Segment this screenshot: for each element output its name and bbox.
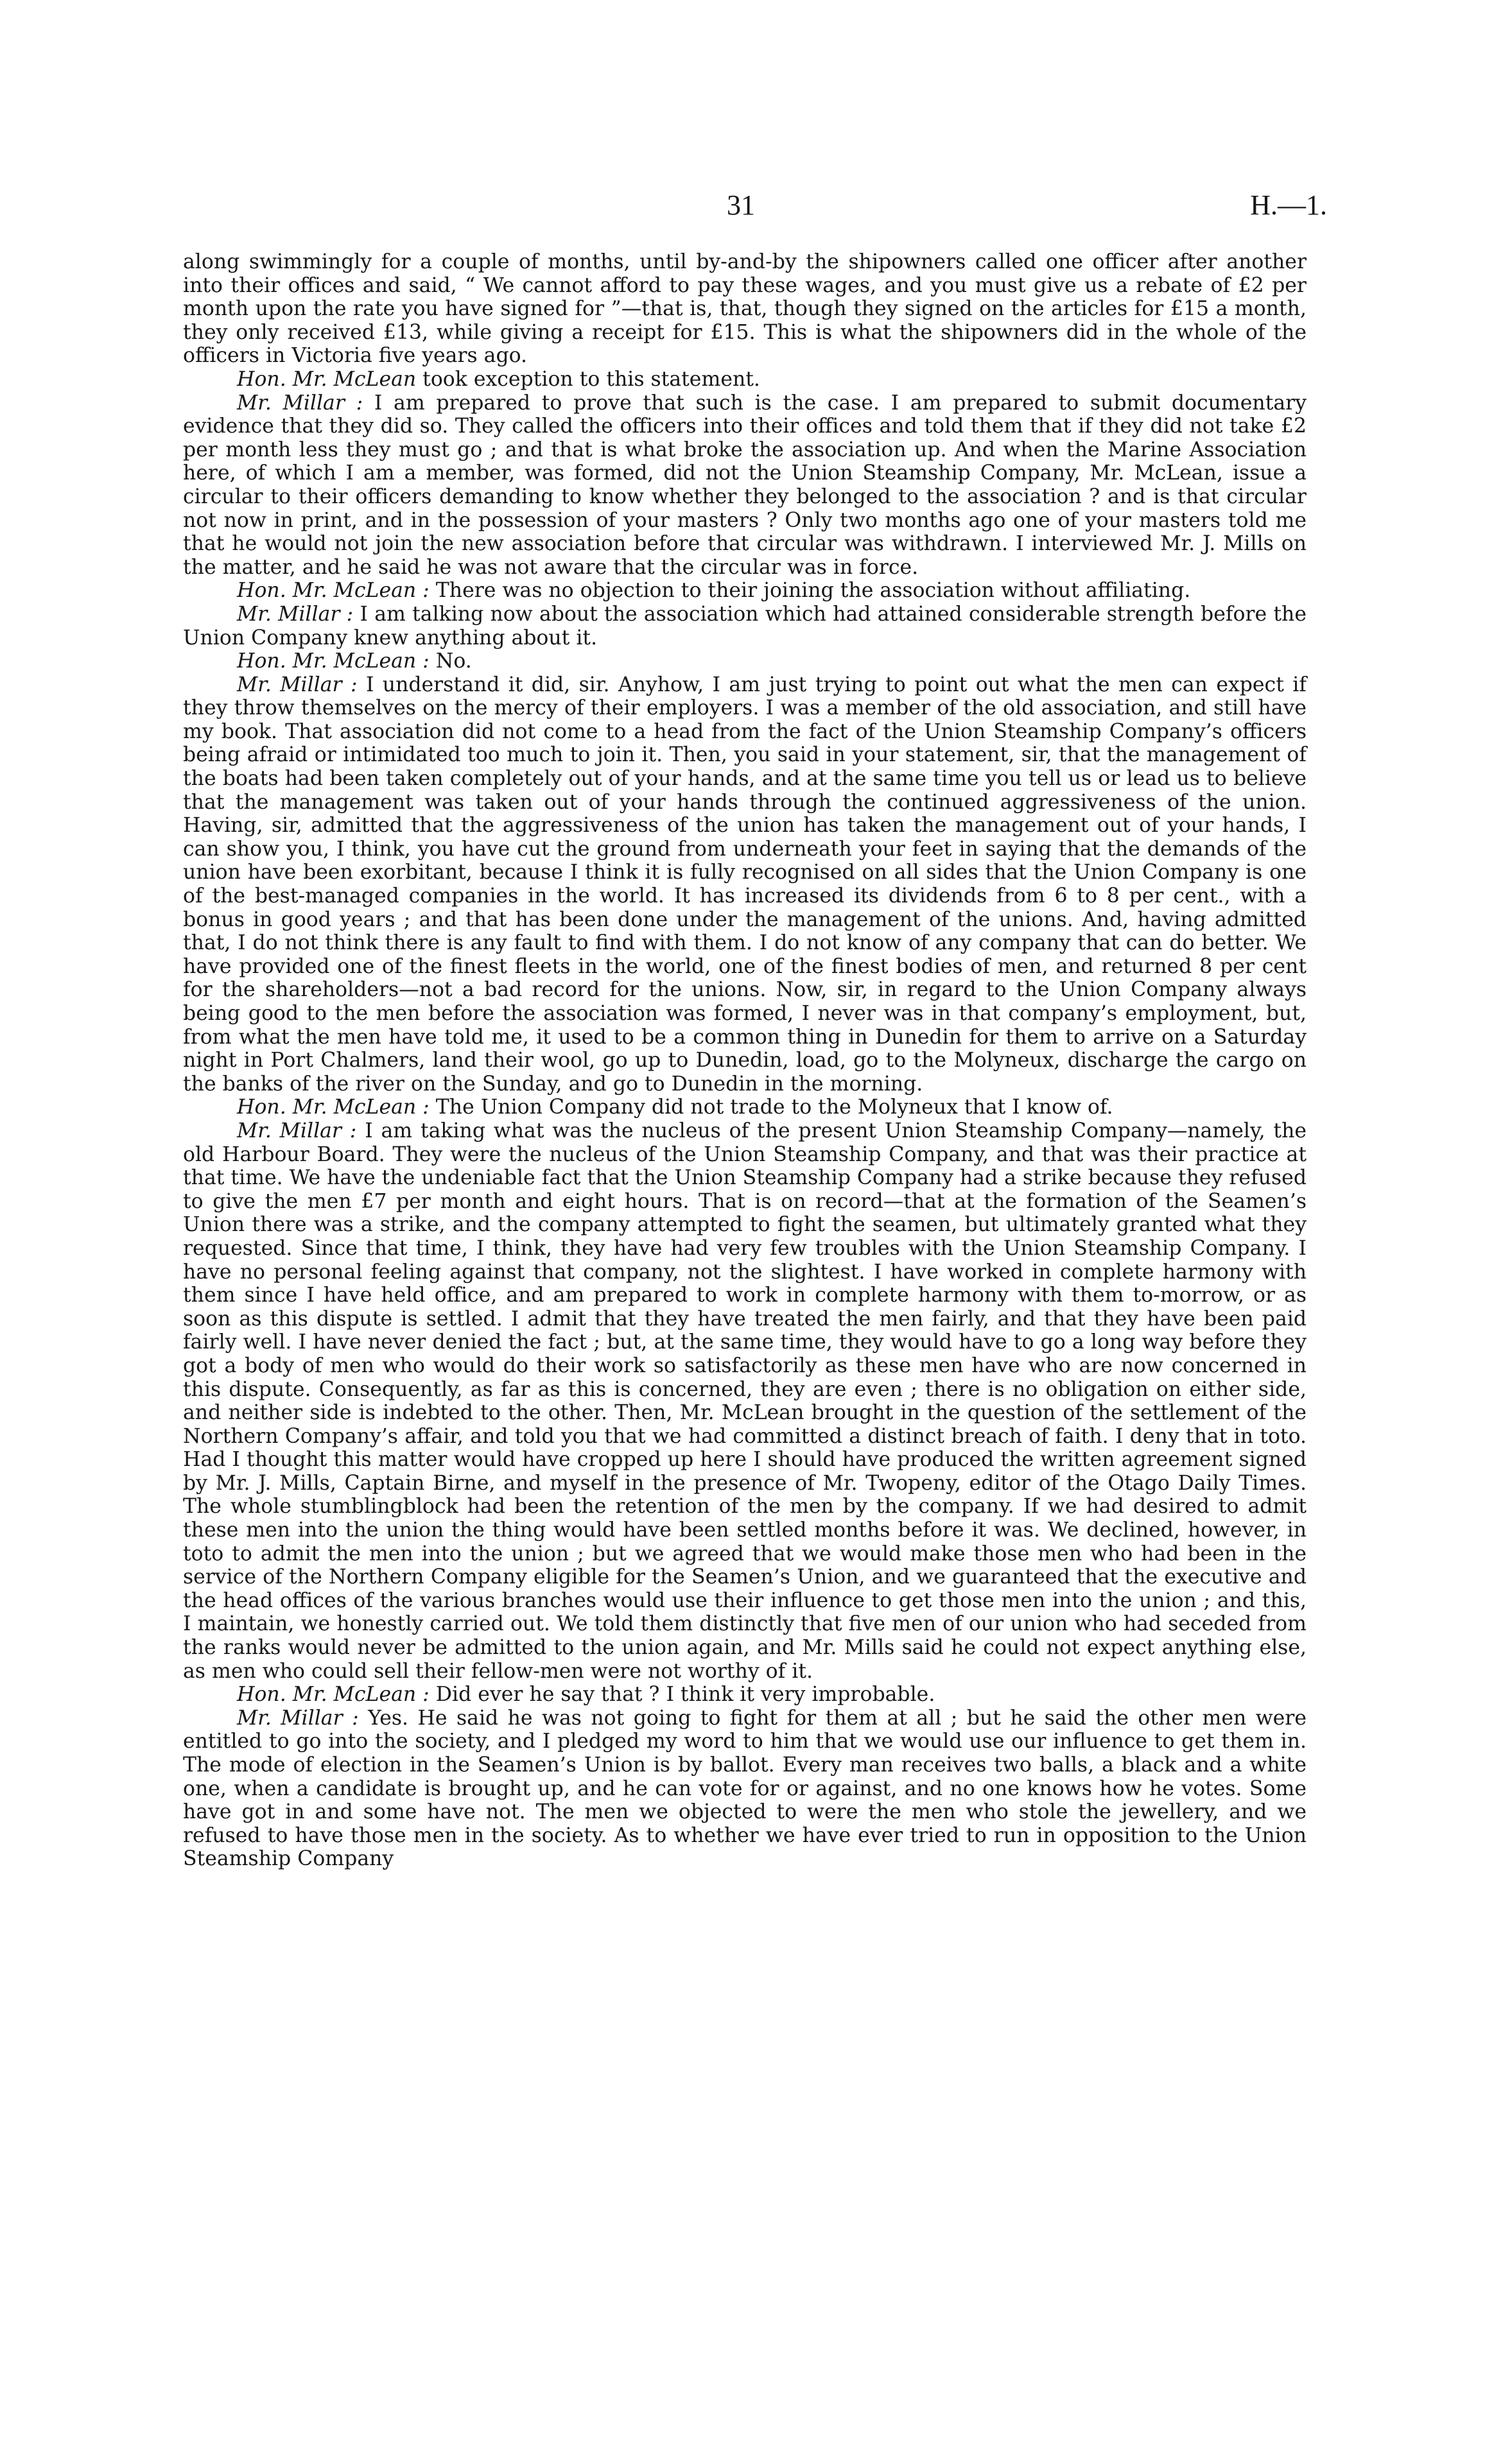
speaker: Hon. Mr. McLean : <box>237 579 430 603</box>
paragraph: Mr. Millar : I am prepared to prove that such is the case. I am prepared to submit documentary evidence that they did so. They called the officers into their offices and told them that if they did not take £2 per month less they must go ; and that is what broke the association up. And when the Marine Association here, of which I am a member, was formed, did not the Union Steamship Company, Mr. McLean, issue a circular to their officers demanding to know whether they belonged to the association ? and is that circular not now in print, and in the possession of your masters ? Only two months ago one of your masters told me that he would not join the new association before that circular was withdrawn. I interviewed Mr. J. Mills on the matter, and he said he was not aware that the circular was in force. <box>183 391 1307 579</box>
paragraph: Mr. Millar : I am talking now about the association which had attained considerable strength before the Union Company knew anything about it. <box>183 602 1307 650</box>
paragraph: Hon. Mr. McLean : The Union Company did not trade to the Molyneux that I know of. <box>237 1096 1113 1119</box>
speaker: Hon. Mr. McLean : <box>237 650 430 673</box>
document-reference: H.—1. <box>1250 189 1327 221</box>
paragraph: Mr. Millar : I understand it did, sir. Anyhow, I am just trying to point out what the men can expect if they throw themselves on the mercy of their employers. I was a member of the old association, and still have my book. That association did not come to a head from the fact of the Union Steamship Company’s officers being afraid or intimidated too much to join it. Then, you said in your statement, sir, that the management of the boats had been taken completely out of your hands, and at the same time you tell us or lead us to believe that the management was taken out of your hands through the continued aggressiveness of the union. Having, sir, admitted that the aggressiveness of the union has taken the management out of your hands, I can show you, I think, you have cut the ground from underneath your feet in saying that the demands of the union have been exorbitant, because I think it is fully recognised on all sides that the Union Company is one of the best-managed companies in the world. It has increased its dividends from 6 to 8 per cent., with a bonus in good years ; and that has been done under the management of the unions. And, having admitted that, I do not think there is any fault to find with them. I do not know of any company that can do better. We have provided one of the finest fleets in the world, one of the finest bodies of men, and returned 8 per cent for the shareholders—not a bad record for the unions. Now, sir, in regard to the Union Company always being good to the men before the association was formed, I never was in that company’s employment, but, from what the men have told me, it used to be a common thing in Dunedin for them to arrive on a Saturday night in Port Chalmers, land their wool, go up to Dunedin, load, go to the Molyneux, discharge the cargo on the banks of the river on the Sunday, and go to Dunedin in the morning. <box>183 673 1307 1096</box>
speaker: Mr. Millar : <box>237 673 358 696</box>
paragraph: Hon. Mr. McLean : Did ever he say that ? I think it very improbable. <box>237 1683 935 1707</box>
page-number: 31 <box>727 189 755 221</box>
paragraph: Hon. Mr. McLean : No. <box>237 650 472 673</box>
paragraph: along swimmingly for a couple of months, until by-and-by the shipowners called one officer after another into their offices and said, “ We cannot afford to pay these wages, and you must give us a rebate of £2 per month upon the rate you have signed for ”—that is, that, though they signed on the articles for £15 a month, they only received £13, while giving a receipt for £15. This is what the shipowners did in the whole of the officers in Victoria five years ago. <box>183 250 1307 368</box>
paragraph: Mr. Millar : Yes. He said he was not going to fight for them at all ; but he said the other men were entitled to go into the society, and I pledged my word to him that we would use our influence to get them in. The mode of election in the Seamen’s Union is by ballot. Every man receives two balls, a black and a white one, when a candidate is brought up, and he can vote for or against, and no one knows how he votes. Some have got in and some have not. The men we objected to were the men who stole the jewellery, and we refused to have those men in the society. As to whether we have ever tried to run in opposition to the Union Steamship Company <box>183 1706 1307 1871</box>
speaker: Hon. Mr. McLean <box>237 367 417 391</box>
paragraph: Hon. Mr. McLean took exception to this statement. <box>237 367 760 391</box>
paragraph: Hon. Mr. McLean : There was no objection to their joining the association without affiliating. <box>237 579 1191 603</box>
speaker: Mr. Millar : <box>237 391 363 415</box>
paragraph: Mr. Millar : I am taking what was the nucleus of the present Union Steamship Company—namely, the old Harbour Board. They were the nucleus of the Union Steamship Company, and that was their practice at that time. We have the undeniable fact that the Union Steamship Company had a strike because they refused to give the men £7 per month and eight hours. That is on record—that at the formation of the Seamen’s Union there was a strike, and the company attempted to fight the seamen, but ultimately granted what they requested. Since that time, I think, they have had very few troubles with the Union Steamship Company. I have no personal feeling against that company, not the slightest. I have worked in complete harmony with them since I have held office, and am prepared to work in complete harmony with them to-morrow, or as soon as this dispute is settled. I admit that they have treated the men fairly, and that they have been paid fairly well. I have never denied the fact ; but, at the same time, they would have to go a long way before they got a body of men who would do their work so satisfactorily as these men have who are now concerned in this dispute. Consequently, as far as this is concerned, they are even ; there is no obligation on either side, and neither side is indebted to the other. Then, Mr. McLean brought in the question of the settlement of the Northern Company’s affair, and told you that we had committed a distinct breach of faith. I deny that in toto. Had I thought this matter would have cropped up here I should have produced the written agreement signed by Mr. J. Mills, Captain Birne, and myself in the presence of Mr. Twopeny, editor of the Otago Daily Times. The whole stumblingblock had been the retention of the men by the company. If we had desired to admit these men into the union the thing would have been settled months before it was. We declined, however, in toto to admit the men into the union ; but we agreed that we would make those men who had been in the service of the Northern Company eligible for the Seamen’s Union, and we guaranteed that the executive and the head offices of the various branches would use their influence to get those men into the union ; and this, I maintain, we honestly carried out. We told them distinctly that five men of our union who had seceded from the ranks would never be admitted to the union again, and Mr. Mills said he could not expect anything else, as men who could sell their fellow-men were not worthy of it. <box>183 1119 1307 1683</box>
speaker: Mr. Millar : <box>237 1119 357 1142</box>
page-body <box>183 250 1307 1871</box>
speaker: Mr. Millar : <box>237 602 354 626</box>
speaker: Mr. Millar : <box>237 1706 359 1730</box>
speaker: Hon. Mr. McLean : <box>237 1683 430 1707</box>
speaker: Hon. Mr. McLean : <box>237 1096 430 1119</box>
